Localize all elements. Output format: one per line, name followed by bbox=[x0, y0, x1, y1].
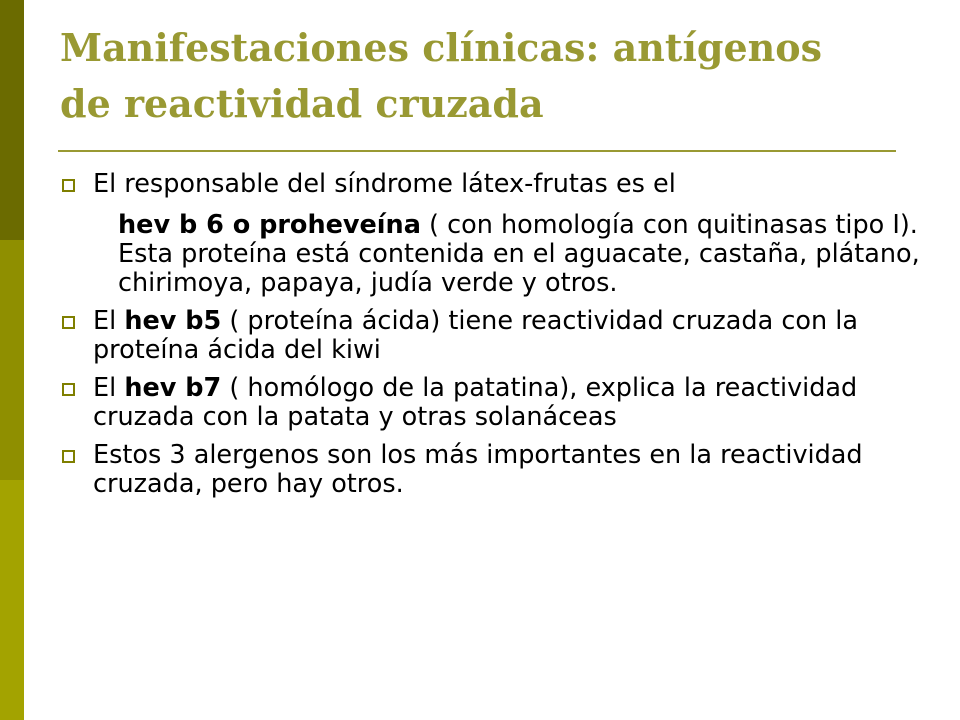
bullet-item bbox=[60, 170, 920, 298]
square-bullet-icon bbox=[62, 450, 75, 463]
slide-title-line1: Manifestaciones clínicas: antígenos bbox=[60, 25, 823, 70]
bullet-text: ( proteína ácida) tiene reactividad cruzada con la proteína ácida del kiwi bbox=[93, 306, 858, 365]
bullet-text: El responsable del síndrome látex-frutas es el bbox=[93, 169, 676, 199]
bullet-text: ( con homología con quitinasas tipo I). Esta proteína está contenida en el aguacate, castaña, plátano, chirimoya, papaya, judía verde y otros. bbox=[118, 210, 920, 298]
slide-title-line2: de reactividad cruzada bbox=[60, 81, 544, 126]
side-strip-middle bbox=[0, 240, 24, 480]
bullet-item bbox=[60, 441, 920, 499]
bullet-prefix: El bbox=[93, 373, 125, 403]
bullet-text: Estos 3 alergenos son los más importantes en la reactividad cruzada, pero hay otros. bbox=[93, 440, 863, 499]
bullet-bold-term: hev b 6 o proheveína bbox=[118, 210, 421, 240]
bullet-continuation bbox=[93, 211, 920, 298]
bullet-item bbox=[60, 307, 920, 365]
bullet-item bbox=[60, 374, 920, 432]
square-bullet-icon bbox=[62, 179, 75, 192]
slide-title bbox=[60, 20, 920, 132]
bullet-bold-term: hev b7 bbox=[124, 373, 222, 403]
side-strip-bottom bbox=[0, 480, 24, 720]
bullet-list bbox=[60, 170, 920, 508]
square-bullet-icon bbox=[62, 383, 75, 396]
side-strip-top bbox=[0, 0, 24, 240]
bullet-bold-term: hev b5 bbox=[124, 306, 222, 336]
title-divider bbox=[58, 150, 896, 152]
square-bullet-icon bbox=[62, 316, 75, 329]
bullet-text: ( homólogo de la patatina), explica la reactividad cruzada con la patata y otras solanáceas bbox=[93, 373, 858, 432]
bullet-prefix: El bbox=[93, 306, 125, 336]
